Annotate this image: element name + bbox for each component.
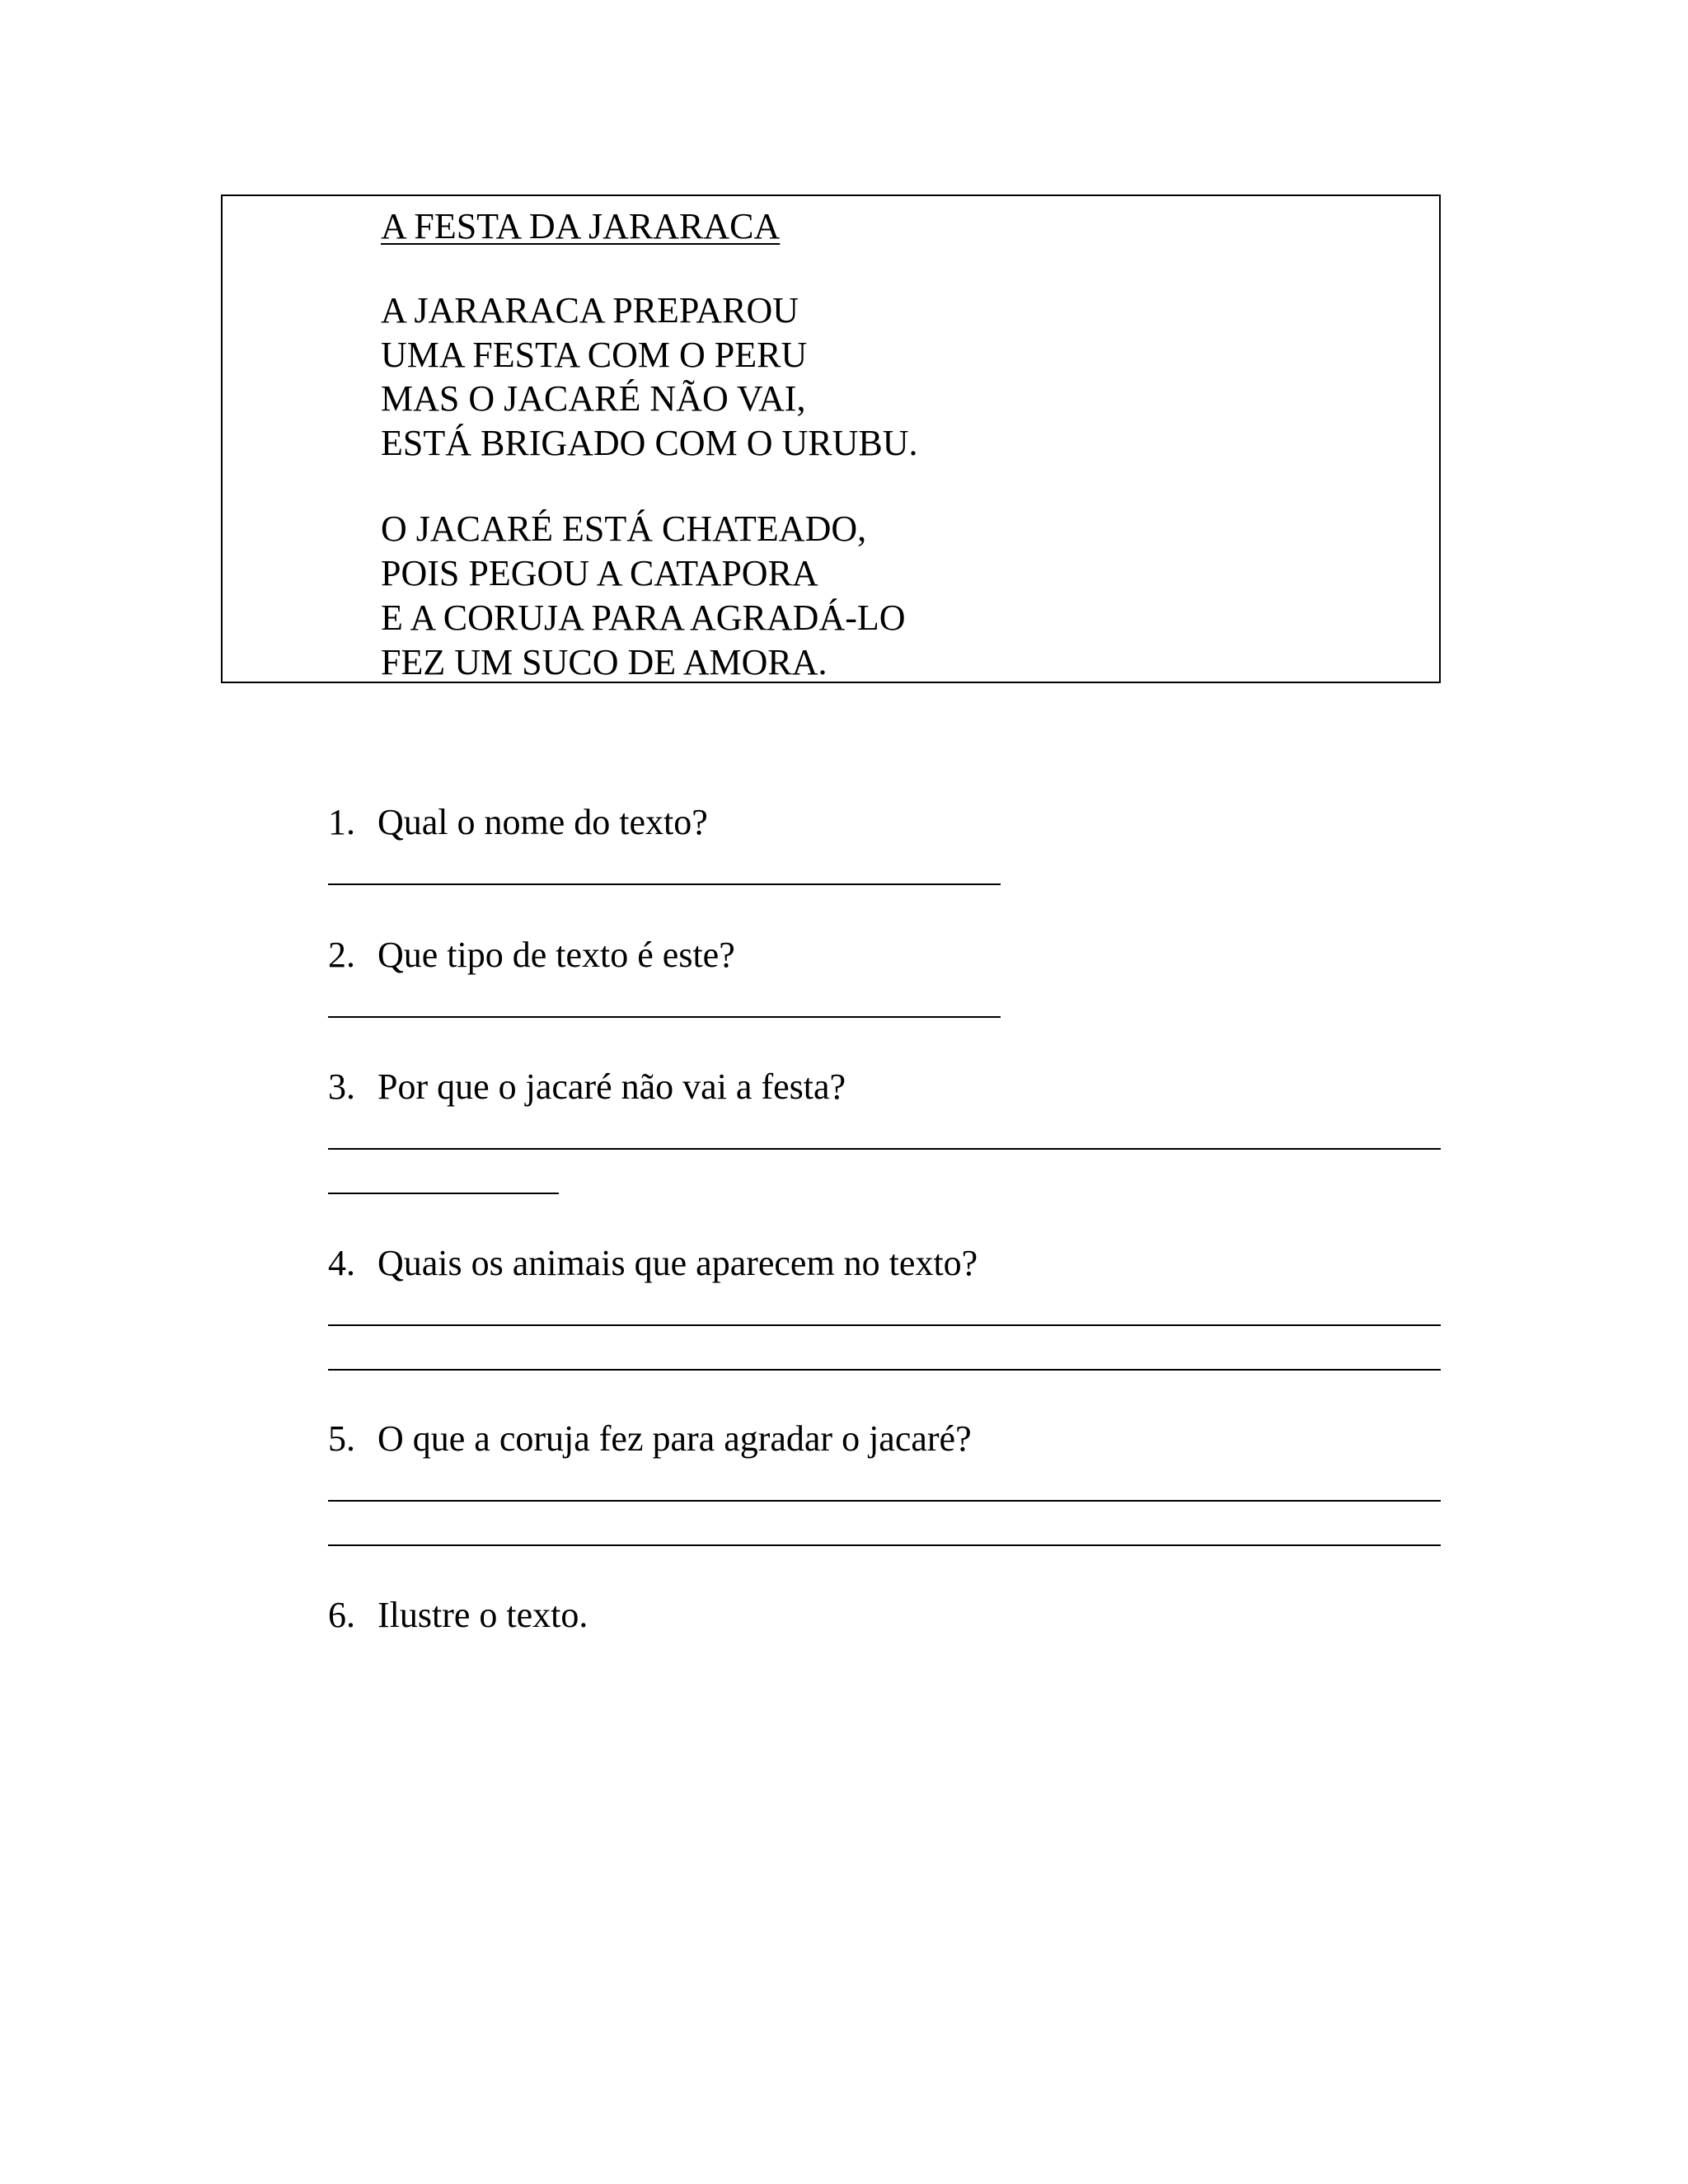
answer-line[interactable] xyxy=(328,1016,1001,1018)
poem-box xyxy=(221,194,1441,683)
question-text: Ilustre o texto. xyxy=(377,1595,588,1635)
question-text: Por que o jacaré não vai a festa? xyxy=(377,1066,846,1107)
answer-line[interactable] xyxy=(328,1324,1441,1326)
poem-line: FEZ UM SUCO DE AMORA. xyxy=(381,642,828,682)
poem-line: E A CORUJA PARA AGRADÁ-LO xyxy=(381,598,906,638)
poem-line: MAS O JACARÉ NÃO VAI, xyxy=(381,378,806,419)
question-number: 1. xyxy=(328,802,355,842)
question-1 xyxy=(328,799,708,846)
answer-line[interactable] xyxy=(328,1369,1441,1371)
question-text: Quais os animais que aparecem no texto? xyxy=(377,1243,978,1283)
question-2 xyxy=(328,932,735,978)
poem-line: A JARARACA PREPAROU xyxy=(381,290,799,330)
poem-line: ESTÁ BRIGADO COM O URUBU. xyxy=(381,423,918,463)
question-number: 4. xyxy=(328,1243,355,1283)
question-6 xyxy=(328,1592,588,1638)
question-text: Qual o nome do texto? xyxy=(377,802,708,842)
answer-line[interactable] xyxy=(328,1148,1441,1150)
question-4 xyxy=(328,1240,978,1286)
answer-line[interactable] xyxy=(328,883,1001,885)
question-5 xyxy=(328,1416,972,1462)
question-number: 6. xyxy=(328,1595,355,1635)
poem-line: O JACARÉ ESTÁ CHATEADO, xyxy=(381,509,867,549)
question-3 xyxy=(328,1064,846,1110)
question-number: 3. xyxy=(328,1066,355,1107)
question-text: Que tipo de texto é este? xyxy=(377,935,735,975)
answer-line[interactable] xyxy=(328,1193,559,1194)
poem-line: UMA FESTA COM O PERU xyxy=(381,335,808,375)
question-number: 2. xyxy=(328,935,355,975)
question-number: 5. xyxy=(328,1418,355,1459)
answer-line[interactable] xyxy=(328,1544,1441,1546)
poem-title: A FESTA DA JARARACA xyxy=(381,206,781,246)
answer-line[interactable] xyxy=(328,1500,1441,1502)
question-text: O que a coruja fez para agradar o jacaré? xyxy=(377,1418,972,1459)
poem-line: POIS PEGOU A CATAPORA xyxy=(381,553,818,593)
